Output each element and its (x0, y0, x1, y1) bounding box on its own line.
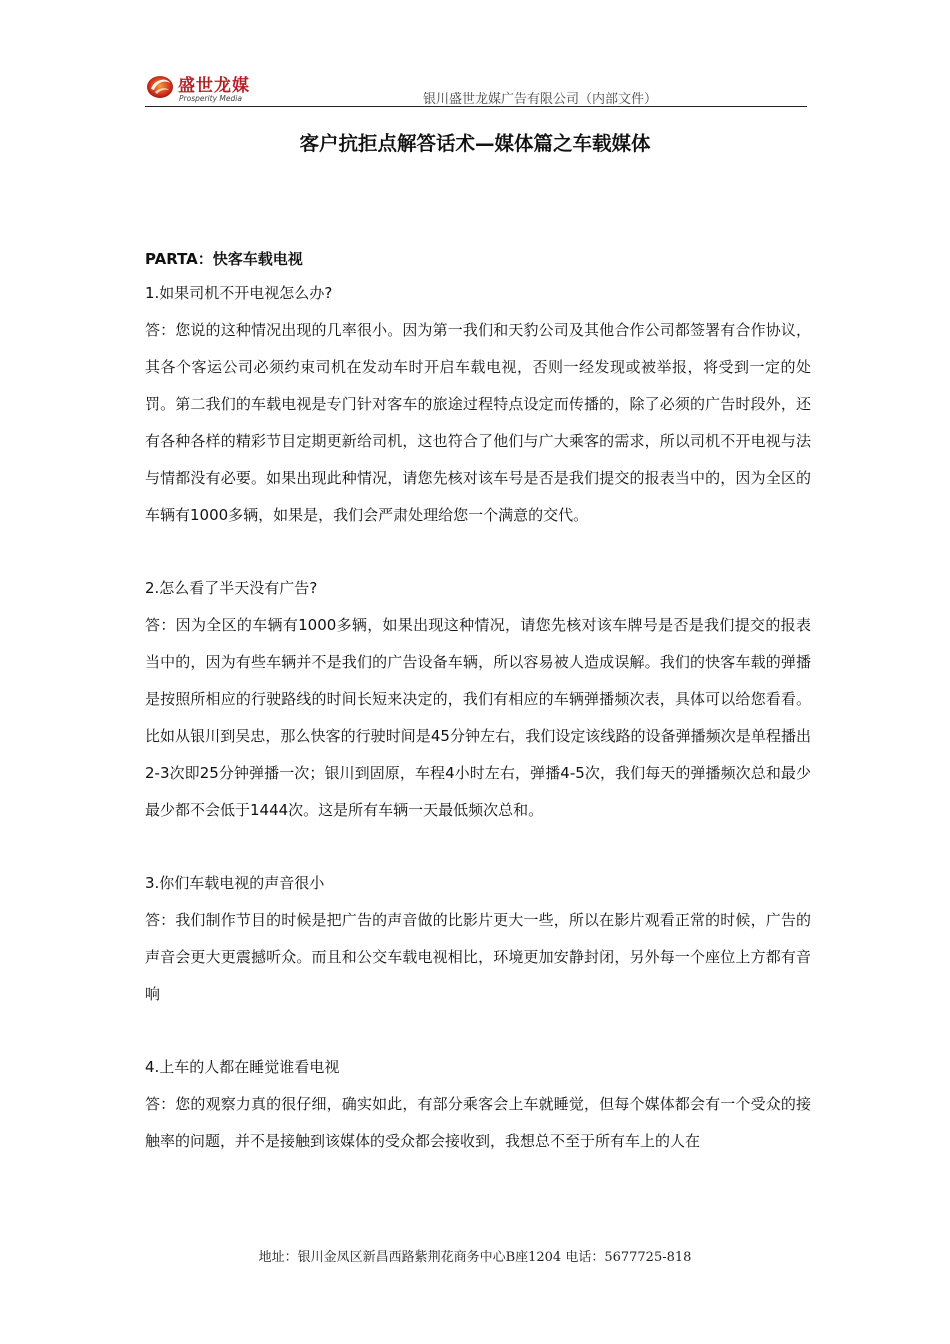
header-divider (145, 106, 807, 107)
question-text: 2.怎么看了半天没有广告? (145, 579, 318, 597)
logo-swirl-icon (145, 71, 175, 101)
section-heading: PARTA：快客车载电视 (145, 250, 303, 268)
logo-tagline: Prosperity Media (179, 94, 242, 103)
answer-text: 答：我们制作节目的时候是把广告的声音做的比影片更大一些，所以在影片观看正常的时候，广告的声音会更大更震撼听众。而且和公交车载电视相比，环境更加安静封闭，另外每一个座位上方都有音响 (145, 911, 811, 1003)
header-company-name: 银川盛世龙媒广告有限公司（内部文件） (422, 92, 657, 107)
logo-wordmark: 盛世龙媒 (178, 76, 250, 96)
page-footer-address: 地址：银川金凤区新昌西路紫荆花商务中心B座1204 电话：5677725-818 (258, 1250, 692, 1265)
answer-text: 答：您的观察力真的很仔细，确实如此，有部分乘客会上车就睡觉，但每个媒体都会有一个受众的接触率的问题，并不是接触到该媒体的受众都会接收到，我想总不至于所有车上的人在 (145, 1095, 811, 1150)
paragraph-gap (145, 534, 811, 570)
paragraph-gap (145, 1013, 811, 1049)
qa-item-4 (145, 1049, 811, 1160)
qa-item-3 (145, 865, 811, 1013)
qa-item-1 (145, 275, 811, 534)
document-body (145, 244, 811, 1160)
answer-text: 答：您说的这种情况出现的几率很小。因为第一我们和天豹公司及其他合作公司都签署有合作协议，其各个客运公司必须约束司机在发动车时开启车载电视，否则一经发现或被举报，将受到一定的处罚。第二我们的车载电视是专门针对客车的旅途过程特点设定而传播的，除了必须的广告时段外，还有各种各样的精彩节目定期更新给司机，这也符合了他们与广大乘客的需求，所以司机不开电视与法与情都没有必要。如果出现此种情况，请您先核对该车号是否是我们提交的报表当中的，因为全区的车辆有1000多辆，如果是，我们会严肃处理给您一个满意的交代。 (145, 321, 811, 524)
question-text: 1.如果司机不开电视怎么办? (145, 284, 333, 302)
company-logo (145, 65, 265, 105)
question-text: 3.你们车载电视的声音很小 (145, 874, 325, 892)
question-text: 4.上车的人都在睡觉谁看电视 (145, 1058, 340, 1076)
document-title: 客户抗拒点解答话术—媒体篇之车载媒体 (299, 132, 651, 155)
page-header (145, 60, 807, 106)
qa-item-2 (145, 570, 811, 829)
paragraph-gap (145, 829, 811, 865)
answer-text: 答：因为全区的车辆有1000多辆，如果出现这种情况，请您先核对该车牌号是否是我们提交的报表当中的，因为有些车辆并不是我们的广告设备车辆，所以容易被人造成误解。我们的快客车载的弹播是按照所相应的行驶路线的时间长短来决定的，我们有相应的车辆弹播频次表，具体可以给您看看。比如从银川到吴忠，那么快客的行驶时间是45分钟左右，我们设定该线路的设备弹播频次是单程播出2-3次即25分钟弹播一次；银川到固原，车程4小时左右，弹播4-5次，我们每天的弹播频次总和最少最少都不会低于1444次。这是所有车辆一天最低频次总和。 (145, 616, 811, 819)
